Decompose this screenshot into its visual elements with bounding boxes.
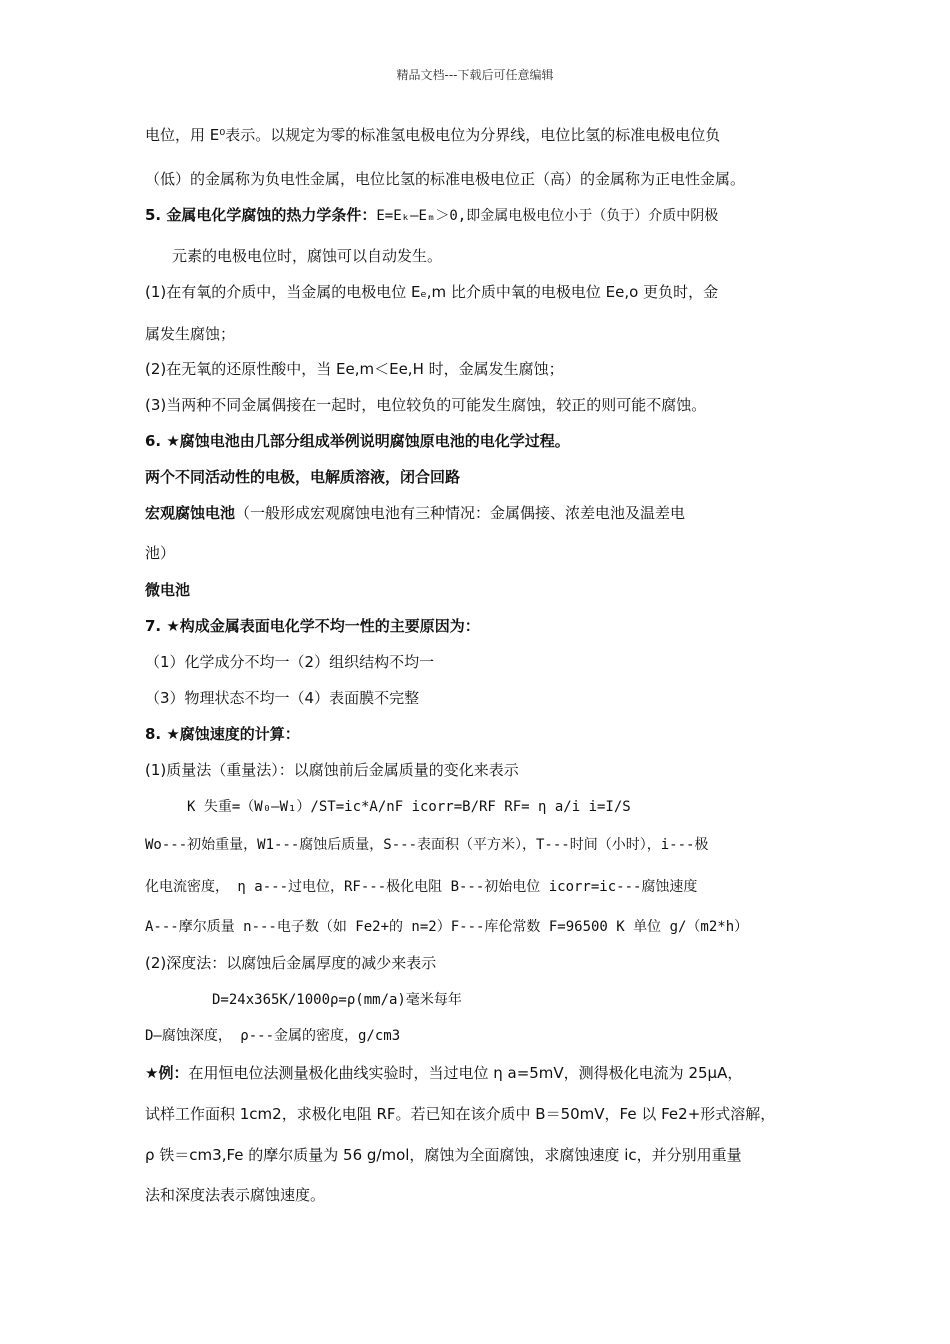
text-line: (1)在有氧的介质中，当金属的电极电位 Eₑ,m 比介质中氧的电极电位 Ee,o 更负时，金 — [145, 283, 719, 301]
text-line: 元素的电极电位时，腐蚀可以自动发生。 — [172, 247, 443, 265]
formula-line: D=24x365K/1000ρ=ρ(mm/a)毫米每年 — [212, 992, 462, 1008]
section-5-line: 5. 金属电化学腐蚀的热力学条件：E=Eₖ—Eₘ＞0,即金属电极电位小于（负于）介质中阴极 — [145, 206, 719, 224]
text-line: 法和深度法表示腐蚀速度。 — [145, 1186, 326, 1204]
text-line: D—腐蚀深度， ρ---金属的密度，g/cm3 — [145, 1028, 401, 1044]
text-line: (2)在无氧的还原性酸中，当 Ee,m＜Ee,H 时，金属发生腐蚀； — [145, 360, 564, 378]
example-line: ★例：在用恒电位法测量极化曲线实验时，当过电位 η a=5mV，测得极化电流为 25μA， — [145, 1064, 743, 1082]
formula-line: K 失重=（W₀—W₁）/ST=ic*A/nF icorr=B/RF RF= η a/i i=I/S — [187, 799, 631, 815]
section-6-heading: 6. ★腐蚀电池由几部分组成举例说明腐蚀原电池的电化学过程。 — [145, 432, 570, 450]
text-line: 化电流密度， η a---过电位，RF---极化电阻 B---初始电位 icorr=ic---腐蚀速度 — [145, 879, 698, 895]
text-line: (2)深度法：以腐蚀后金属厚度的减少来表示 — [145, 954, 437, 972]
text-line: 宏观腐蚀电池（一般形成宏观腐蚀电池有三种情况：金属偶接、浓差电池及温差电 — [145, 504, 686, 522]
text-line: (1)质量法（重量法）：以腐蚀前后金属质量的变化来表示 — [145, 761, 519, 779]
section-7-heading: 7. ★构成金属表面电化学不均一性的主要原因为： — [145, 617, 480, 635]
page-header: 精品文档---下载后可任意编辑 — [396, 68, 554, 82]
text-line: 池） — [145, 544, 176, 562]
bold-line: 微电池 — [145, 581, 191, 599]
text-line: Wo---初始重量，W1---腐蚀后质量，S---表面积（平方米），T---时间（小时），i---极 — [145, 837, 709, 853]
text-line: （低）的金属称为负电性金属，电位比氢的标准电极电位正（高）的金属称为正电性金属。 — [145, 170, 746, 188]
section-8-heading: 8. ★腐蚀速度的计算： — [145, 725, 300, 743]
text-line: (3)当两种不同金属偶接在一起时，电位较负的可能发生腐蚀，较正的则可能不腐蚀。 — [145, 396, 707, 414]
text-line: A---摩尔质量 n---电子数（如 Fe2+的 n=2）F---库伦常数 F=96500 K 单位 g/（m2*h） — [145, 919, 749, 935]
bold-line: 两个不同活动性的电极，电解质溶液，闭合回路 — [145, 468, 461, 486]
text-line: （1）化学成分不均一（2）组织结构不均一 — [145, 653, 435, 671]
text-line: 电位，用 E⁰表示。以规定为零的标准氢电极电位为分界线，电位比氢的标准电极电位负 — [145, 126, 721, 144]
text-line: 属发生腐蚀； — [145, 325, 236, 343]
text-line: ρ 铁＝cm3,Fe 的摩尔质量为 56 g/mol，腐蚀为全面腐蚀，求腐蚀速度 ic，并分别用重量 — [145, 1146, 742, 1164]
text-line: 试样工作面积 1cm2，求极化电阻 RF。若已知在该介质中 B＝50mV，Fe 以 Fe2+形式溶解， — [145, 1105, 776, 1123]
text-line: （3）物理状态不均一（4）表面膜不完整 — [145, 689, 420, 707]
